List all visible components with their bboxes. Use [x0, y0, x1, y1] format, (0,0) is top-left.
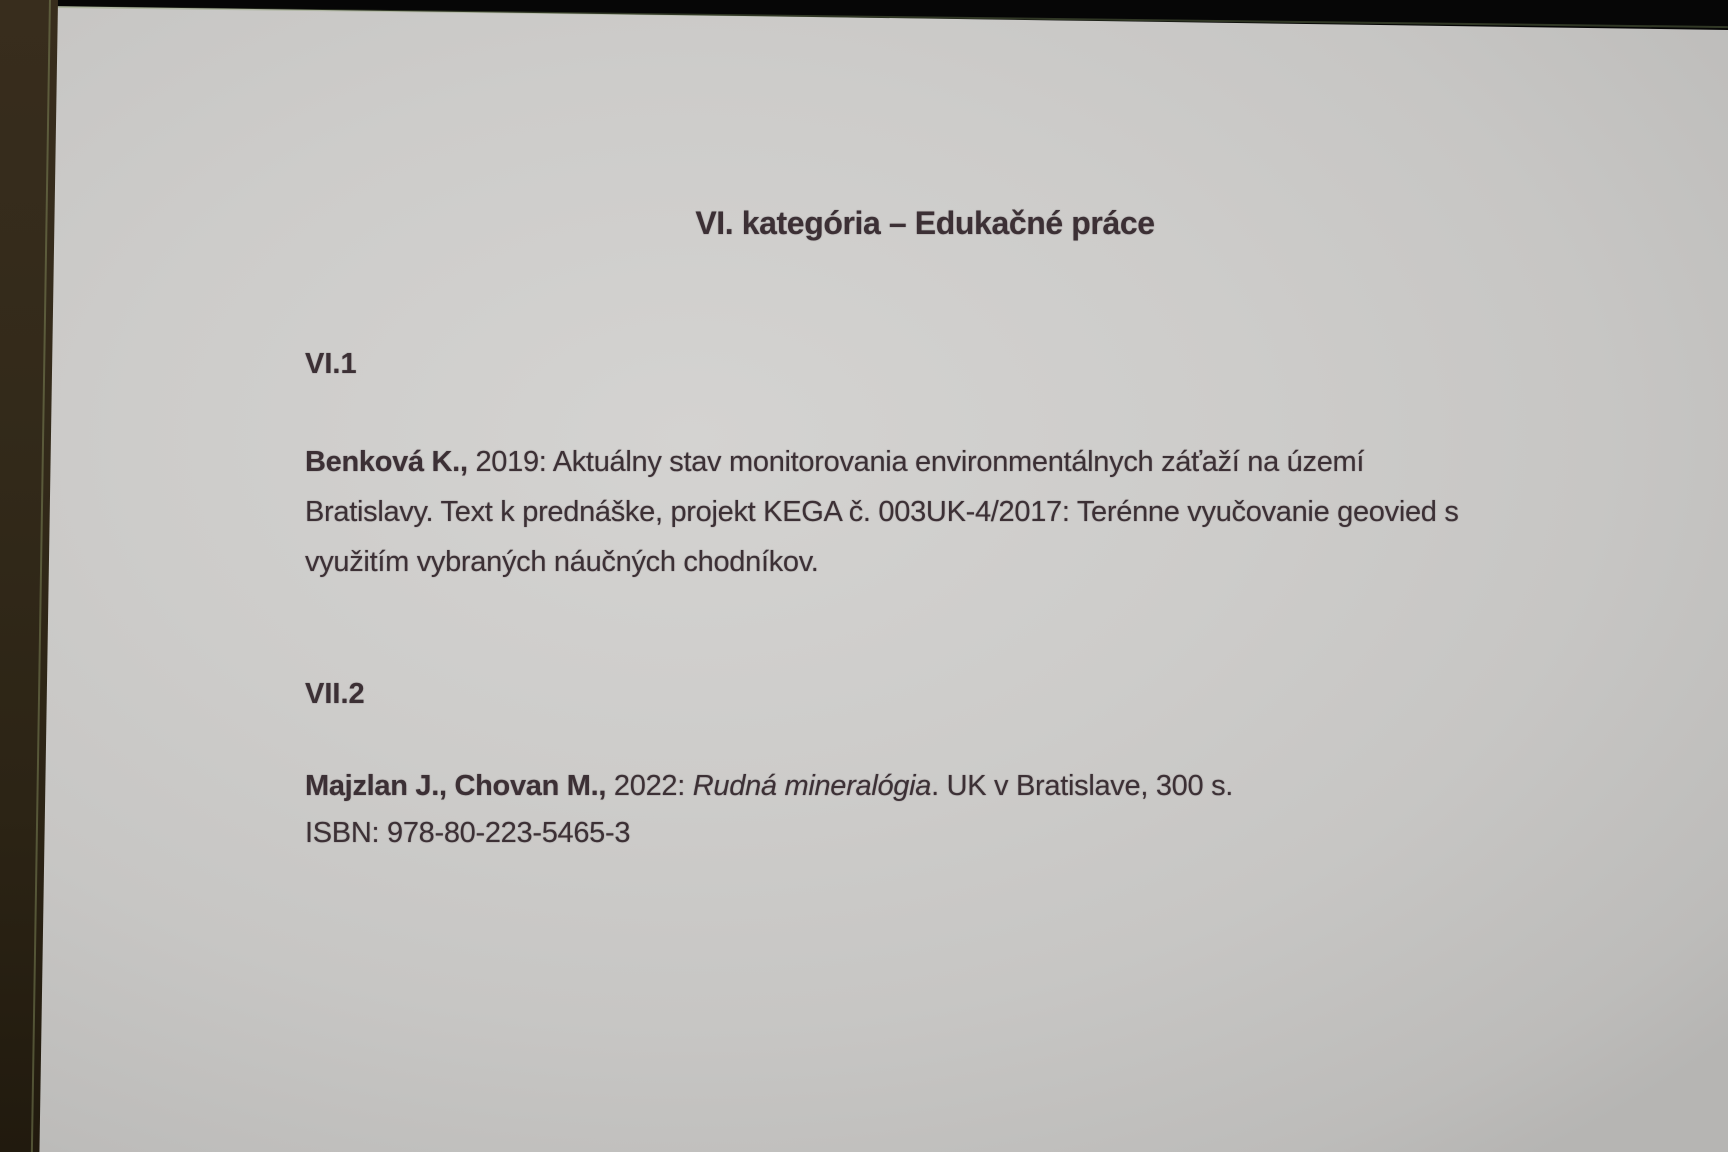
citation-line: Bratislavy. Text k prednáške, projekt KEGA č. 003UK-4/2017: Terénne vyučovanie geovied s [305, 496, 1459, 528]
entry-number-vii2: VII.2 [305, 678, 365, 710]
citation-book-title: Rudná mineralógia [692, 770, 932, 802]
citation-benkova [305, 437, 1459, 587]
citation-text: 2019: Aktuálny stav monitorovania environmentálnych záťaží na území [467, 446, 1365, 478]
citation-majzlan [305, 763, 1233, 857]
citation-line: využitím vybraných náučných chodníkov. [305, 546, 819, 578]
citation-authors: Benková K., [305, 446, 468, 478]
citation-line [305, 437, 1459, 487]
slide-title: VI. kategória – Edukačné práce [695, 205, 1155, 241]
citation-text: 2022: [606, 770, 693, 802]
citation-text: . UK v Bratislave, 300 s. [931, 770, 1234, 802]
citation-authors: Majzlan J., Chovan M., [305, 770, 607, 802]
citation-line [305, 763, 1233, 810]
citation-isbn: ISBN: 978-80-223-5465-3 [305, 817, 631, 849]
entry-number-vi1: VI.1 [305, 348, 357, 380]
